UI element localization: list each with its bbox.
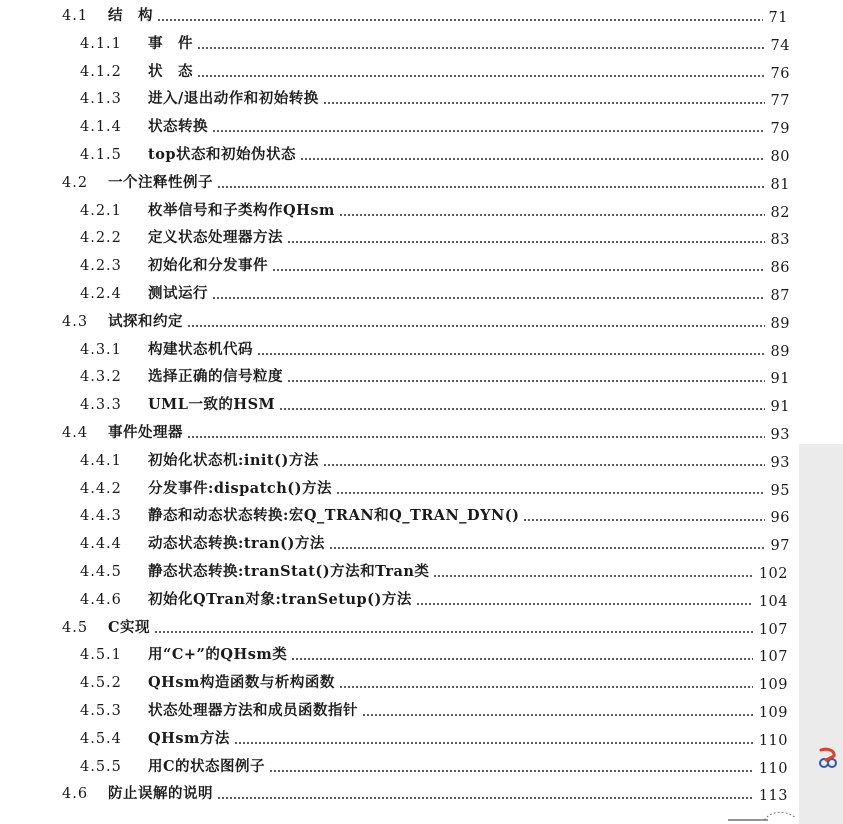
toc-leader-dots <box>416 603 753 605</box>
toc-number: 4.3.1 <box>80 341 122 358</box>
toc-entry[interactable] <box>0 337 800 361</box>
toc-page-number: 107 <box>758 621 788 638</box>
toc-page-number: 102 <box>758 566 788 582</box>
toc-entry[interactable] <box>0 670 800 694</box>
toc-leader-dots <box>433 575 752 577</box>
page-edge-mark <box>728 808 798 824</box>
toc-title: 状态处理器方法和成员函数指针 <box>148 702 358 719</box>
toc-title: 用“C+”的QHsm类 <box>148 646 288 664</box>
toc-number: 4.4.4 <box>80 536 122 553</box>
toc-entry[interactable] <box>0 198 800 222</box>
toc-entry[interactable] <box>0 698 800 722</box>
toc-leader-dots <box>272 269 765 271</box>
toc-entry[interactable] <box>0 364 800 388</box>
toc-number: 4.4.6 <box>80 591 122 608</box>
toc-entry[interactable] <box>0 31 800 55</box>
toc-title: top状态和初始伪状态 <box>148 146 297 163</box>
toc-title: 试探和约定 <box>108 312 183 330</box>
toc-title: 初始化QTran对象:tranSetup()方法 <box>148 590 412 608</box>
toc-entry[interactable] <box>0 559 800 583</box>
toc-entry[interactable] <box>0 420 800 444</box>
toc-title: 初始化状态机:init()方法 <box>148 451 319 469</box>
toc-entry[interactable] <box>0 3 800 27</box>
toc-number: 4.3.3 <box>80 397 122 414</box>
toc-entry[interactable] <box>0 726 800 750</box>
toc-number: 4.2 <box>62 174 89 191</box>
toc-number: 4.2.4 <box>80 286 122 302</box>
toc-page-number: 109 <box>758 677 788 694</box>
toc-number: 4.4.2 <box>80 480 122 497</box>
toc-leader-dots <box>323 464 765 466</box>
toc-title: UML一致的HSM <box>148 396 276 414</box>
toc-leader-dots <box>287 380 765 382</box>
toc-entry[interactable] <box>0 448 800 472</box>
toc-number: 4.5.5 <box>80 758 122 775</box>
toc-entry[interactable] <box>0 170 800 194</box>
toc-number: 4.1 <box>62 8 89 24</box>
toc-page-number: 79 <box>770 121 790 138</box>
toc-page-number: 107 <box>758 649 788 666</box>
toc-leader-dots <box>300 158 765 160</box>
toc-leader-dots <box>217 186 765 188</box>
toc-leader-dots <box>523 519 764 521</box>
toc-page-number: 77 <box>770 93 790 110</box>
toc-title: 选择正确的信号粒度 <box>148 368 283 386</box>
toc-page-number: 89 <box>770 343 790 360</box>
toc-page-number: 74 <box>770 37 790 54</box>
toc-leader-dots <box>212 297 765 299</box>
toc-leader-dots <box>217 797 753 799</box>
toc-title: 构建状态机代码 <box>148 340 253 358</box>
toc-page-number: 91 <box>770 399 790 416</box>
toc-leader-dots <box>154 631 753 633</box>
toc-title: 事件处理器 <box>108 424 183 441</box>
toc-number: 4.2.3 <box>80 258 122 275</box>
toc-page-number: 91 <box>770 371 790 388</box>
toc-number: 4.2.1 <box>80 202 122 219</box>
toc-page-number: 109 <box>758 705 788 721</box>
toc-entry[interactable] <box>0 392 800 416</box>
toc-title: 事 件 <box>148 34 193 52</box>
toc-leader-dots <box>197 47 765 49</box>
toc-title: 枚举信号和子类构作QHsm <box>148 201 335 219</box>
toc-number: 4.5 <box>62 619 89 636</box>
toc-leader-dots <box>234 742 753 744</box>
toc-title: 测试运行 <box>148 285 208 302</box>
toc-title: 状 态 <box>148 62 193 80</box>
toc-entry[interactable] <box>0 503 800 527</box>
toc-leader-dots <box>279 408 764 410</box>
toc-leader-dots <box>197 75 765 77</box>
toc-leader-dots <box>362 714 753 716</box>
toc-title: 状态转换 <box>148 118 208 136</box>
toc-leader-dots <box>339 686 753 688</box>
toc-leader-dots <box>329 547 765 549</box>
toc-entry[interactable] <box>0 615 800 639</box>
toc-leader-dots <box>323 102 765 104</box>
toc-title: 用C的状态图例子 <box>148 757 266 775</box>
toc-number: 4.5.3 <box>80 703 122 719</box>
toc-title: 静态状态转换:tranStat()方法和Tran类 <box>148 563 430 580</box>
toc-title: 初始化和分发事件 <box>148 257 268 275</box>
toc-number: 4.4.3 <box>80 508 122 525</box>
toc-page-number: 80 <box>770 149 790 165</box>
toc-title: 一个注释性例子 <box>108 173 213 191</box>
toc-entry[interactable] <box>0 253 800 277</box>
toc-page-number: 97 <box>770 538 790 555</box>
toc-page-number: 104 <box>758 593 788 610</box>
toc-page-number: 95 <box>770 482 790 499</box>
toc-entry[interactable] <box>0 531 800 555</box>
toc-page-number: 71 <box>768 10 788 26</box>
toc-leader-dots <box>336 492 765 494</box>
toc-entry[interactable] <box>0 642 800 666</box>
toc-leader-dots <box>187 436 765 438</box>
toc-title: 结 构 <box>108 7 153 24</box>
toc-number: 4.4.1 <box>80 452 122 469</box>
toc-number: 4.5.1 <box>80 647 122 664</box>
toc-entry[interactable] <box>0 587 800 611</box>
toc-entry[interactable] <box>0 781 800 805</box>
toc-number: 4.3.2 <box>80 369 122 386</box>
toc-leader-dots <box>291 658 753 660</box>
toc-page-number: 89 <box>770 315 790 332</box>
toc-leader-dots <box>269 770 753 772</box>
toc-number: 4.6 <box>62 786 89 803</box>
toc-page-number: 76 <box>770 65 790 82</box>
toc-entry[interactable] <box>0 225 800 249</box>
toc-page-number: 82 <box>770 204 790 221</box>
toc-title: 分发事件:dispatch()方法 <box>148 479 332 497</box>
toc-page-number: 93 <box>770 454 790 471</box>
toc-number: 4.2.2 <box>80 230 122 247</box>
toc-page-number: 81 <box>770 176 790 193</box>
toc-number: 4.1.1 <box>80 35 122 52</box>
toc-leader-dots <box>157 19 763 21</box>
toc-page-number: 96 <box>770 510 790 527</box>
toc-title: QHsm构造函数与析构函数 <box>148 674 335 692</box>
toc-number: 4.1.5 <box>80 147 122 163</box>
toc-title: C实现 <box>108 618 151 636</box>
toc-entry[interactable] <box>0 86 800 110</box>
toc-number: 4.3 <box>62 313 89 330</box>
toc-page-number: 93 <box>770 427 790 443</box>
toc-entry[interactable] <box>0 754 800 778</box>
toc-number: 4.4.5 <box>80 564 122 580</box>
toc-title: 静态和动态状态转换:宏Q_TRAN和Q_TRAN_DYN() <box>148 507 520 525</box>
toc-number: 4.1.4 <box>80 119 122 136</box>
toc-leader-dots <box>339 214 765 216</box>
toc-entry[interactable] <box>0 142 800 166</box>
toc-title: 进入/退出动作和初始转换 <box>148 90 319 108</box>
toc-page-number: 87 <box>770 288 790 304</box>
toc-entry[interactable] <box>0 59 800 83</box>
toc-entry[interactable] <box>0 114 800 138</box>
toc-entry[interactable] <box>0 309 800 333</box>
toc-leader-dots <box>287 241 765 243</box>
toc-leader-dots <box>212 130 765 132</box>
toc-page-number: 113 <box>758 788 788 805</box>
toc-page-number: 83 <box>770 232 790 249</box>
toc-number: 4.5.4 <box>80 730 122 747</box>
toc-page-number: 86 <box>770 260 790 277</box>
toc-number: 4.4 <box>62 425 89 441</box>
toc-leader-dots <box>187 325 765 327</box>
toc-leader-dots <box>257 353 765 355</box>
toc-title: 动态状态转换:tran()方法 <box>148 535 325 553</box>
toc-number: 4.1.3 <box>80 91 122 108</box>
toc-page-number: 110 <box>758 732 788 749</box>
toc-title: QHsm方法 <box>148 729 230 747</box>
toc-entry[interactable] <box>0 281 800 305</box>
toc-number: 4.5.2 <box>80 675 122 692</box>
toc-entry[interactable] <box>0 476 800 500</box>
toc-title: 定义状态处理器方法 <box>148 229 283 247</box>
toc-number: 4.1.2 <box>80 63 122 80</box>
toc-title: 防止误解的说明 <box>108 785 213 803</box>
toc-page-number: 110 <box>758 760 788 777</box>
scissors-icon[interactable] <box>817 746 839 770</box>
